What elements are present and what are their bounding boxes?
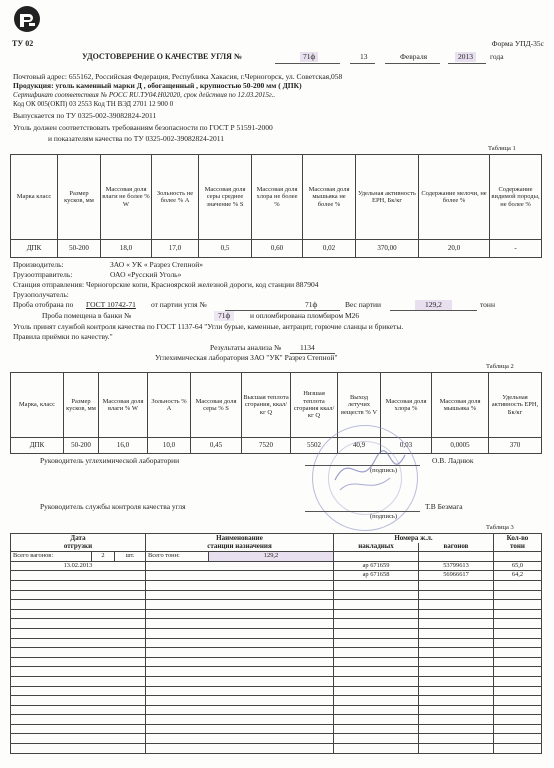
t1-col-sulfur: Массовая доля серы среднее значение % S [199, 155, 252, 240]
empty-row [11, 686, 542, 696]
empty-row [11, 724, 542, 734]
sample-mid: от партии угля № [151, 300, 207, 309]
form-label: Форма УПД-35с [491, 39, 544, 48]
t3-col-name: Наименование [146, 534, 334, 543]
sample-gost: ГОСТ 10742-71 [86, 300, 136, 309]
sample-batch: 71ф [305, 300, 318, 309]
analysis-number: 1134 [300, 343, 315, 352]
t2-col-ash: Зольность % A [148, 373, 191, 438]
empty-row [11, 609, 542, 619]
empty-row [11, 705, 542, 715]
lab-head-name: О.В. Ладнюк [432, 456, 474, 465]
jar-prefix: Проба помещена в банки № [42, 311, 132, 320]
postal-address: Почтовый адрес: 655162, Российская Федерация, Республика Хакасия, г.Черногорск, ул. Советская,058 [13, 72, 343, 81]
t1-col-moisture: Массовая доля влаги не более % W [101, 155, 152, 240]
empty-row [11, 715, 542, 725]
signature-hint-2: (подпись) [370, 513, 397, 520]
t2-col-volatiles: Выход летучих веществ % V [338, 373, 381, 438]
date-year-suffix: года [490, 52, 504, 61]
t3-col-invoices: накладных [334, 543, 419, 552]
safety-line-1: Уголь должен соответствовать требованиям безопасности по ГОСТ Р 51591-2000 [13, 123, 273, 132]
empty-row [11, 619, 542, 629]
table-row: ДПК 50-200 16,0 10,0 0,45 7520 5502 40,9 0,03 0,0005 370 [11, 438, 542, 454]
t2-col-chlorine: Массовая доля хлора % [381, 373, 432, 438]
t2-col-arsenic: Массовая доля мышьяка % [432, 373, 489, 438]
t3-col-wagons: вагонов [419, 543, 494, 552]
acceptance-line-2: Правила приёмки по качеству." [13, 332, 113, 341]
t2-col-size: Размер кусков, мм [64, 373, 99, 438]
empty-row [11, 648, 542, 658]
jar-number: 71ф [214, 311, 234, 321]
issued-line: Выпускается по ТУ 0325-002-39082824-2011 [13, 111, 157, 120]
empty-row [11, 744, 542, 754]
t2-col-lower-heat: Низшая теплота сгорания ккал/кг Q [291, 373, 338, 438]
producer-value: ЗАО « УК « Разрез Степной» [110, 260, 204, 269]
quality-norms-table [10, 154, 542, 258]
safety-line-2: и показателям качества по ТУ 0325-002-39082824-2011 [48, 134, 224, 143]
product-line: Продукция: уголь каменный марки Д , обогащенный , крупностью 50-200 мм ( ДПК) [13, 81, 302, 90]
empty-row [11, 590, 542, 600]
totals-row: Всего вагонов: 2 шт. Всего тонн: 129,2 [11, 552, 542, 562]
empty-row [11, 667, 542, 677]
table2-caption: Таблица 2 [486, 363, 514, 370]
t3-col-date: Дата [11, 534, 146, 543]
t1-col-activity: Удельная активность ЕРН, Бк/кг [356, 155, 419, 240]
t3-col-tons: тонн [494, 543, 542, 552]
codes-line: Код ОК 005(ОКП) 03 2553 Код ТН ВЭД 2701 12 900 0 [13, 100, 174, 108]
shipper-value: ОАО «Русский Уголь» [110, 270, 182, 279]
signature-hint-1: (подпись) [370, 467, 397, 474]
weight-label: Вес партии [345, 300, 382, 309]
rst-logo [12, 4, 42, 34]
table1-caption: Таблица 1 [488, 145, 516, 152]
t3-col-station: станции назначения [146, 543, 334, 552]
weight-unit: тонн [480, 300, 495, 309]
qc-head-name: Т.В Безмага [425, 502, 463, 511]
empty-row [11, 657, 542, 667]
empty-row [11, 580, 542, 590]
tu-code: ТУ 02 [12, 39, 34, 48]
t1-col-rock: Содержание видимой породы, не более % [490, 155, 542, 240]
date-year: 2013 [455, 52, 476, 62]
shipment-table [10, 533, 542, 754]
t2-col-higher-heat: Высшая теплота сгорания, ккал/кг Q [242, 373, 291, 438]
jar-suffix: и опломбирована пломбиром М26 [250, 311, 360, 320]
lab-head-label: Руководитель углехимической лаборатории [40, 456, 180, 465]
producer-label: Производитель: [13, 260, 64, 269]
t1-col-arsenic: Массовая доля мышьяка не более % [303, 155, 356, 240]
t1-col-chlorine: Массовая доля хлора не более % [252, 155, 303, 240]
t2-col-moisture: Массовая доля влаги % W [99, 373, 148, 438]
empty-row [11, 628, 542, 638]
date-month: Февраля [400, 52, 428, 61]
sample-prefix: Проба отобрана по [13, 300, 74, 309]
qc-head-label: Руководитель службы контроля качества угля [40, 502, 186, 511]
t3-col-numbers: Номера ж.л. [334, 534, 494, 543]
t2-col-grade: Марка, класс [11, 373, 64, 438]
cert-number: 71ф [300, 52, 318, 62]
table-row: ар 671658 56966617 64,2 [11, 571, 542, 581]
table3-caption: Таблица 3 [486, 524, 514, 531]
analysis-label: Результаты анализа № [210, 343, 282, 352]
empty-row [11, 676, 542, 686]
empty-row [11, 638, 542, 648]
lab-name: Углехимическая лаборатория ЗАО "УК" Разрез Степной" [155, 353, 338, 362]
empty-row [11, 600, 542, 610]
table-row: 13.02.2013 ар 671659 53799613 65,0 [11, 561, 542, 571]
station-line: Станция отправления: Черногорские копи, Красноярской железной дороги, код станции 887904 [13, 280, 319, 289]
t1-col-grade: Марка класс [11, 155, 58, 240]
t1-col-fines: Содержание мелочи, не более % [419, 155, 490, 240]
consignee-label: Грузополучатель: [13, 290, 69, 299]
certificate-line: Сертификат соответствия № РОСС RU.ТУ04.Н02020, срок действия по 12.03.2015г.. [13, 91, 276, 99]
shipper-label: Грузоотправитель: [13, 270, 73, 279]
weight-value: 129,2 [415, 300, 452, 310]
empty-row [11, 696, 542, 706]
acceptance-line-1: Уголь принят службой контроля качества по ГОСТ 1137-64 "Угли бурые, каменные, антрацит, горючие сланцы и брикеты. [13, 322, 404, 331]
t2-col-sulfur: Массовая доля серы % S [191, 373, 242, 438]
empty-row [11, 734, 542, 744]
t3-col-shipment: отгрузки [11, 543, 146, 552]
date-day: 13 [360, 52, 368, 61]
t1-col-ash: Зольность не более % A [152, 155, 199, 240]
t1-col-size: Размер кусков, мм [58, 155, 101, 240]
table-row: ДПК 50-200 18,0 17,0 0,5 0,60 0,02 370,00 20,0 - [11, 240, 542, 258]
t2-col-activity: Удельная активность ЕРН, Бк/кг [489, 373, 542, 438]
analysis-results-table [10, 372, 542, 454]
t3-col-qty: Кол-во [494, 534, 542, 543]
document-title: УДОСТОВЕРЕНИЕ О КАЧЕСТВЕ УГЛЯ № [82, 52, 242, 61]
